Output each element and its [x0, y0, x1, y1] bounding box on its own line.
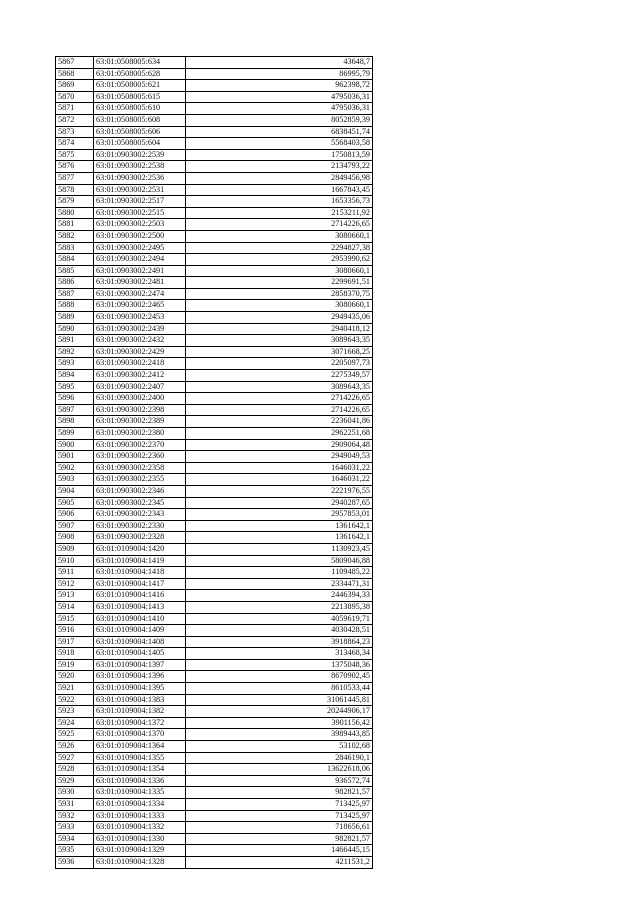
table-row	[56, 613, 373, 625]
cadastral-number-cell: 63:01:0903002:2465	[94, 300, 186, 312]
row-number-cell: 5912	[56, 578, 94, 590]
row-number-cell: 5870	[56, 91, 94, 103]
row-number-cell: 5917	[56, 636, 94, 648]
value-cell: 2153211,92	[186, 207, 373, 219]
row-number-cell: 5869	[56, 80, 94, 92]
value-cell: 2334471,31	[186, 578, 373, 590]
value-cell: 1361642,1	[186, 520, 373, 532]
table-row	[56, 346, 373, 358]
row-number-cell: 5916	[56, 625, 94, 637]
cadastral-number-cell: 63:01:0903002:2500	[94, 230, 186, 242]
cadastral-number-cell: 63:01:0109004:1416	[94, 590, 186, 602]
cadastral-number-cell: 63:01:0903002:2429	[94, 346, 186, 358]
table-row	[56, 265, 373, 277]
row-number-cell: 5878	[56, 184, 94, 196]
row-number-cell: 5905	[56, 497, 94, 509]
cadastral-number-cell: 63:01:0903002:2453	[94, 312, 186, 324]
value-cell: 2714226,65	[186, 219, 373, 231]
table-row	[56, 717, 373, 729]
value-cell: 1750813,59	[186, 149, 373, 161]
cadastral-number-cell: 63:01:0109004:1408	[94, 636, 186, 648]
value-cell: 3080660,1	[186, 265, 373, 277]
value-cell: 43648,7	[186, 57, 373, 69]
cadastral-number-cell: 63:01:0903002:2355	[94, 474, 186, 486]
table-row	[56, 799, 373, 811]
value-cell: 2957853,01	[186, 509, 373, 521]
table-row	[56, 509, 373, 521]
value-cell: 1375048,36	[186, 659, 373, 671]
cadastral-value-table	[55, 56, 373, 869]
row-number-cell: 5922	[56, 694, 94, 706]
row-number-cell: 5894	[56, 370, 94, 382]
table-row	[56, 370, 373, 382]
value-cell: 3089643,35	[186, 381, 373, 393]
cadastral-number-cell: 63:01:0109004:1417	[94, 578, 186, 590]
cadastral-number-cell: 63:01:0903002:2517	[94, 196, 186, 208]
table-row	[56, 625, 373, 637]
table-row	[56, 474, 373, 486]
cadastral-number-cell: 63:01:0903002:2398	[94, 404, 186, 416]
value-cell: 86995,79	[186, 68, 373, 80]
cadastral-number-cell: 63:01:0109004:1332	[94, 822, 186, 834]
cadastral-number-cell: 63:01:0109004:1410	[94, 613, 186, 625]
cadastral-number-cell: 63:01:0508005:606	[94, 126, 186, 138]
value-cell: 3080660,1	[186, 300, 373, 312]
cadastral-number-cell: 63:01:0109004:1405	[94, 648, 186, 660]
table-row	[56, 138, 373, 150]
row-number-cell: 5885	[56, 265, 94, 277]
cadastral-number-cell: 63:01:0903002:2407	[94, 381, 186, 393]
table-row	[56, 555, 373, 567]
table-row	[56, 149, 373, 161]
row-number-cell: 5935	[56, 845, 94, 857]
row-number-cell: 5914	[56, 601, 94, 613]
cadastral-number-cell: 63:01:0109004:1335	[94, 787, 186, 799]
table-row	[56, 404, 373, 416]
row-number-cell: 5900	[56, 439, 94, 451]
row-number-cell: 5929	[56, 775, 94, 787]
value-cell: 1466445,15	[186, 845, 373, 857]
value-cell: 3089643,35	[186, 335, 373, 347]
table-row	[56, 567, 373, 579]
cadastral-number-cell: 63:01:0109004:1330	[94, 833, 186, 845]
value-cell: 1130923,45	[186, 543, 373, 555]
value-cell: 2275349,57	[186, 370, 373, 382]
value-cell: 3901156,42	[186, 717, 373, 729]
row-number-cell: 5882	[56, 230, 94, 242]
row-number-cell: 5896	[56, 393, 94, 405]
table-row	[56, 520, 373, 532]
value-cell: 4795036,31	[186, 103, 373, 115]
table-row	[56, 207, 373, 219]
table-row	[56, 439, 373, 451]
value-cell: 2849456,98	[186, 172, 373, 184]
cadastral-number-cell: 63:01:0109004:1395	[94, 683, 186, 695]
cadastral-number-cell: 63:01:0109004:1372	[94, 717, 186, 729]
row-number-cell: 5925	[56, 729, 94, 741]
row-number-cell: 5889	[56, 312, 94, 324]
cadastral-number-cell: 63:01:0109004:1396	[94, 671, 186, 683]
cadastral-number-cell: 63:01:0109004:1382	[94, 706, 186, 718]
table-row	[56, 833, 373, 845]
value-cell: 2213895,38	[186, 601, 373, 613]
value-cell: 4059619,71	[186, 613, 373, 625]
cadastral-number-cell: 63:01:0508005:604	[94, 138, 186, 150]
value-cell: 5568403,58	[186, 138, 373, 150]
cadastral-number-cell: 63:01:0109004:1383	[94, 694, 186, 706]
cadastral-number-cell: 63:01:0903002:2495	[94, 242, 186, 254]
row-number-cell: 5919	[56, 659, 94, 671]
table-row	[56, 752, 373, 764]
value-cell: 982821,57	[186, 833, 373, 845]
value-cell: 2134793,22	[186, 161, 373, 173]
cadastral-number-cell: 63:01:0109004:1370	[94, 729, 186, 741]
cadastral-number-cell: 63:01:0903002:2389	[94, 416, 186, 428]
cadastral-number-cell: 63:01:0109004:1418	[94, 567, 186, 579]
row-number-cell: 5877	[56, 172, 94, 184]
table-row	[56, 242, 373, 254]
table-row	[56, 856, 373, 868]
row-number-cell: 5903	[56, 474, 94, 486]
cadastral-number-cell: 63:01:0109004:1355	[94, 752, 186, 764]
value-cell: 3989443,85	[186, 729, 373, 741]
table-row	[56, 810, 373, 822]
table-row	[56, 578, 373, 590]
row-number-cell: 5908	[56, 532, 94, 544]
row-number-cell: 5927	[56, 752, 94, 764]
cadastral-number-cell: 63:01:0903002:2503	[94, 219, 186, 231]
value-cell: 2294827,38	[186, 242, 373, 254]
value-cell: 1109485,22	[186, 567, 373, 579]
row-number-cell: 5868	[56, 68, 94, 80]
cadastral-number-cell: 63:01:0903002:2345	[94, 497, 186, 509]
cadastral-number-cell: 63:01:0903002:2539	[94, 149, 186, 161]
value-cell: 2299691,51	[186, 277, 373, 289]
cadastral-number-cell: 63:01:0109004:1328	[94, 856, 186, 868]
row-number-cell: 5915	[56, 613, 94, 625]
table-row	[56, 543, 373, 555]
cadastral-number-cell: 63:01:0508005:621	[94, 80, 186, 92]
table-row	[56, 764, 373, 776]
cadastral-number-cell: 63:01:0903002:2481	[94, 277, 186, 289]
cadastral-number-cell: 63:01:0508005:628	[94, 68, 186, 80]
cadastral-number-cell: 63:01:0109004:1336	[94, 775, 186, 787]
row-number-cell: 5926	[56, 741, 94, 753]
table-row	[56, 532, 373, 544]
table-row	[56, 254, 373, 266]
row-number-cell: 5867	[56, 57, 94, 69]
value-cell: 313468,34	[186, 648, 373, 660]
cadastral-number-cell: 63:01:0903002:2330	[94, 520, 186, 532]
row-number-cell: 5911	[56, 567, 94, 579]
table-row	[56, 485, 373, 497]
table-row	[56, 416, 373, 428]
value-cell: 20244906,17	[186, 706, 373, 718]
table-row	[56, 288, 373, 300]
value-cell: 936572,74	[186, 775, 373, 787]
table-row	[56, 172, 373, 184]
row-number-cell: 5886	[56, 277, 94, 289]
value-cell: 13622618,06	[186, 764, 373, 776]
row-number-cell: 5921	[56, 683, 94, 695]
table-row	[56, 80, 373, 92]
cadastral-number-cell: 63:01:0903002:2515	[94, 207, 186, 219]
value-cell: 8052859,39	[186, 114, 373, 126]
cadastral-number-cell: 63:01:0903002:2531	[94, 184, 186, 196]
cadastral-number-cell: 63:01:0508005:634	[94, 57, 186, 69]
table-body	[56, 57, 373, 869]
cadastral-number-cell: 63:01:0109004:1419	[94, 555, 186, 567]
value-cell: 6838451,74	[186, 126, 373, 138]
row-number-cell: 5907	[56, 520, 94, 532]
row-number-cell: 5909	[56, 543, 94, 555]
value-cell: 2205097,73	[186, 358, 373, 370]
table-row	[56, 729, 373, 741]
cadastral-number-cell: 63:01:0109004:1334	[94, 799, 186, 811]
row-number-cell: 5910	[56, 555, 94, 567]
cadastral-number-cell: 63:01:0109004:1329	[94, 845, 186, 857]
cadastral-number-cell: 63:01:0109004:1409	[94, 625, 186, 637]
row-number-cell: 5898	[56, 416, 94, 428]
row-number-cell: 5901	[56, 451, 94, 463]
cadastral-number-cell: 63:01:0903002:2346	[94, 485, 186, 497]
value-cell: 3080660,1	[186, 230, 373, 242]
value-cell: 2940287,65	[186, 497, 373, 509]
row-number-cell: 5920	[56, 671, 94, 683]
row-number-cell: 5888	[56, 300, 94, 312]
table-row	[56, 601, 373, 613]
table-row	[56, 114, 373, 126]
value-cell: 962398,72	[186, 80, 373, 92]
row-number-cell: 5883	[56, 242, 94, 254]
value-cell: 713425,97	[186, 810, 373, 822]
table-row	[56, 184, 373, 196]
table-row	[56, 358, 373, 370]
cadastral-number-cell: 63:01:0109004:1413	[94, 601, 186, 613]
value-cell: 2940418,12	[186, 323, 373, 335]
value-cell: 982821,57	[186, 787, 373, 799]
value-cell: 53102,68	[186, 741, 373, 753]
table-row	[56, 219, 373, 231]
cadastral-number-cell: 63:01:0903002:2439	[94, 323, 186, 335]
cadastral-number-cell: 63:01:0903002:2432	[94, 335, 186, 347]
table-row	[56, 497, 373, 509]
value-cell: 5809046,88	[186, 555, 373, 567]
value-cell: 1646031,22	[186, 462, 373, 474]
table-row	[56, 659, 373, 671]
table-row	[56, 161, 373, 173]
row-number-cell: 5906	[56, 509, 94, 521]
row-number-cell: 5897	[56, 404, 94, 416]
row-number-cell: 5880	[56, 207, 94, 219]
table-row	[56, 196, 373, 208]
value-cell: 2962251,68	[186, 428, 373, 440]
row-number-cell: 5881	[56, 219, 94, 231]
row-number-cell: 5891	[56, 335, 94, 347]
table-row	[56, 300, 373, 312]
row-number-cell: 5923	[56, 706, 94, 718]
row-number-cell: 5924	[56, 717, 94, 729]
row-number-cell: 5872	[56, 114, 94, 126]
row-number-cell: 5918	[56, 648, 94, 660]
table-row	[56, 126, 373, 138]
cadastral-number-cell: 63:01:0508005:608	[94, 114, 186, 126]
cadastral-number-cell: 63:01:0903002:2418	[94, 358, 186, 370]
cadastral-number-cell: 63:01:0903002:2494	[94, 254, 186, 266]
value-cell: 2858370,75	[186, 288, 373, 300]
value-cell: 1653356,73	[186, 196, 373, 208]
table-row	[56, 787, 373, 799]
cadastral-number-cell: 63:01:0903002:2474	[94, 288, 186, 300]
cadastral-number-cell: 63:01:0903002:2400	[94, 393, 186, 405]
row-number-cell: 5876	[56, 161, 94, 173]
row-number-cell: 5936	[56, 856, 94, 868]
value-cell: 3071668,25	[186, 346, 373, 358]
cadastral-number-cell: 63:01:0903002:2360	[94, 451, 186, 463]
value-cell: 2909064,48	[186, 439, 373, 451]
cadastral-number-cell: 63:01:0109004:1397	[94, 659, 186, 671]
table-row	[56, 822, 373, 834]
value-cell: 2236041,86	[186, 416, 373, 428]
cadastral-number-cell: 63:01:0508005:615	[94, 91, 186, 103]
table-row	[56, 312, 373, 324]
value-cell: 2846190,1	[186, 752, 373, 764]
table-row	[56, 323, 373, 335]
cadastral-number-cell: 63:01:0903002:2491	[94, 265, 186, 277]
cadastral-number-cell: 63:01:0903002:2538	[94, 161, 186, 173]
table-row	[56, 741, 373, 753]
table-row	[56, 636, 373, 648]
value-cell: 4211531,2	[186, 856, 373, 868]
value-cell: 2446394,33	[186, 590, 373, 602]
table-row	[56, 845, 373, 857]
table-row	[56, 335, 373, 347]
table-row	[56, 381, 373, 393]
row-number-cell: 5928	[56, 764, 94, 776]
table-row	[56, 393, 373, 405]
value-cell: 2714226,65	[186, 393, 373, 405]
table-row	[56, 706, 373, 718]
table-row	[56, 683, 373, 695]
table-row	[56, 277, 373, 289]
cadastral-number-cell: 63:01:0903002:2343	[94, 509, 186, 521]
value-cell: 1646031,22	[186, 474, 373, 486]
table-row	[56, 230, 373, 242]
row-number-cell: 5913	[56, 590, 94, 602]
cadastral-number-cell: 63:01:0903002:2370	[94, 439, 186, 451]
table-row	[56, 91, 373, 103]
value-cell: 8670902,45	[186, 671, 373, 683]
row-number-cell: 5933	[56, 822, 94, 834]
table-row	[56, 57, 373, 69]
value-cell: 31061445,81	[186, 694, 373, 706]
cadastral-number-cell: 63:01:0903002:2380	[94, 428, 186, 440]
table-row	[56, 590, 373, 602]
value-cell: 2949049,53	[186, 451, 373, 463]
value-cell: 1667843,45	[186, 184, 373, 196]
row-number-cell: 5871	[56, 103, 94, 115]
row-number-cell: 5892	[56, 346, 94, 358]
value-cell: 718656,61	[186, 822, 373, 834]
cadastral-number-cell: 63:01:0508005:610	[94, 103, 186, 115]
cadastral-number-cell: 63:01:0109004:1354	[94, 764, 186, 776]
value-cell: 2221976,55	[186, 485, 373, 497]
value-cell: 713425,97	[186, 799, 373, 811]
table-row	[56, 775, 373, 787]
table-row	[56, 671, 373, 683]
row-number-cell: 5874	[56, 138, 94, 150]
row-number-cell: 5899	[56, 428, 94, 440]
cadastral-number-cell: 63:01:0903002:2358	[94, 462, 186, 474]
table-row	[56, 428, 373, 440]
row-number-cell: 5934	[56, 833, 94, 845]
value-cell: 4030428,51	[186, 625, 373, 637]
value-cell: 2714226,65	[186, 404, 373, 416]
row-number-cell: 5887	[56, 288, 94, 300]
row-number-cell: 5893	[56, 358, 94, 370]
row-number-cell: 5879	[56, 196, 94, 208]
table-row	[56, 648, 373, 660]
row-number-cell: 5875	[56, 149, 94, 161]
value-cell: 3918864,23	[186, 636, 373, 648]
value-cell: 1361642,1	[186, 532, 373, 544]
cadastral-number-cell: 63:01:0903002:2412	[94, 370, 186, 382]
row-number-cell: 5932	[56, 810, 94, 822]
cadastral-number-cell: 63:01:0903002:2536	[94, 172, 186, 184]
cadastral-number-cell: 63:01:0109004:1420	[94, 543, 186, 555]
cadastral-number-cell: 63:01:0903002:2328	[94, 532, 186, 544]
row-number-cell: 5902	[56, 462, 94, 474]
row-number-cell: 5930	[56, 787, 94, 799]
row-number-cell: 5884	[56, 254, 94, 266]
cadastral-number-cell: 63:01:0109004:1364	[94, 741, 186, 753]
table-row	[56, 68, 373, 80]
row-number-cell: 5904	[56, 485, 94, 497]
row-number-cell: 5931	[56, 799, 94, 811]
value-cell: 8610533,44	[186, 683, 373, 695]
table-row	[56, 694, 373, 706]
value-cell: 2949435,06	[186, 312, 373, 324]
value-cell: 2953990,62	[186, 254, 373, 266]
cadastral-number-cell: 63:01:0109004:1333	[94, 810, 186, 822]
value-cell: 4795036,31	[186, 91, 373, 103]
table-row	[56, 103, 373, 115]
row-number-cell: 5873	[56, 126, 94, 138]
row-number-cell: 5890	[56, 323, 94, 335]
table-row	[56, 451, 373, 463]
table-row	[56, 462, 373, 474]
row-number-cell: 5895	[56, 381, 94, 393]
